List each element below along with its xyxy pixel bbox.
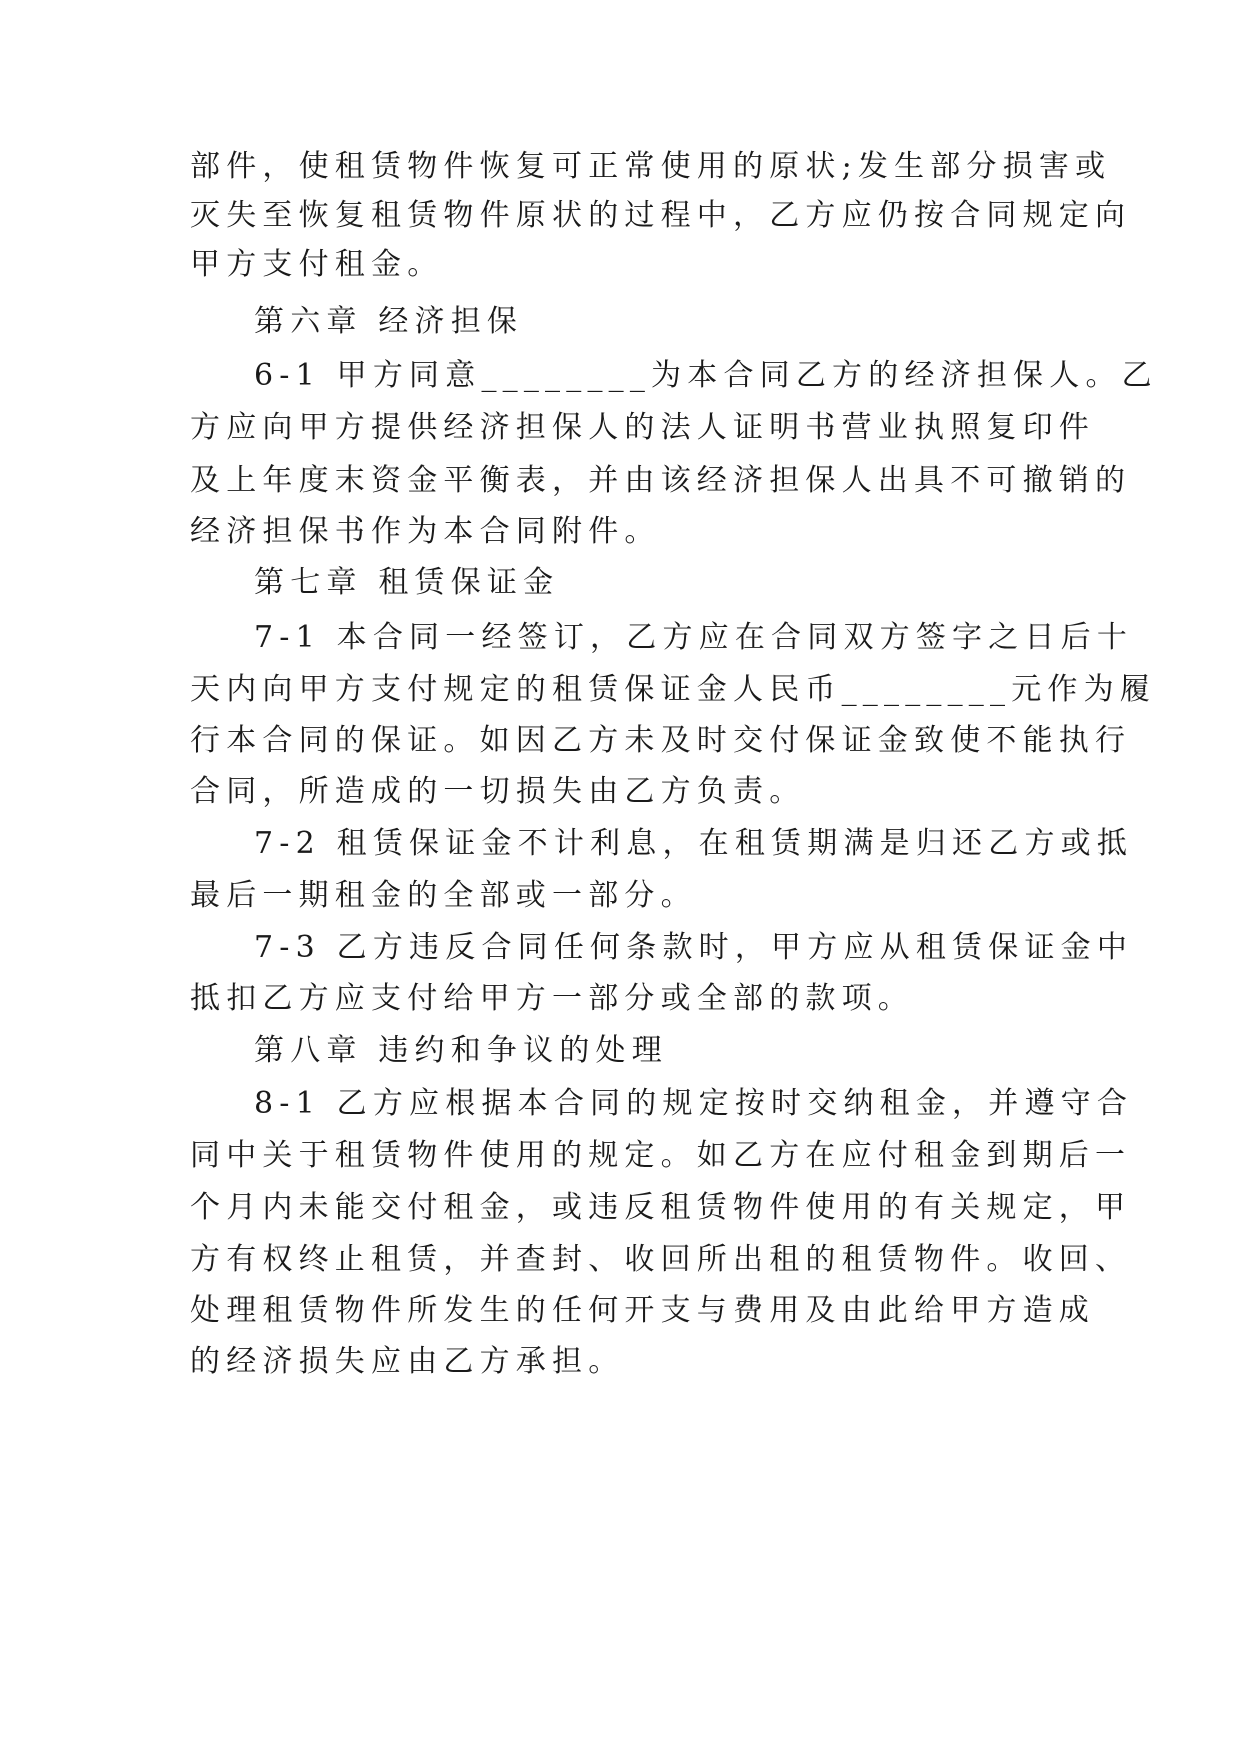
text-line: 行本合同的保证。如因乙方未及时交付保证金致使不能执行 <box>190 723 1132 758</box>
text-line: 同中关于租赁物件使用的规定。如乙方在应付租金到期后一 <box>190 1138 1132 1173</box>
text-line: 方应向甲方提供经济担保人的法人证明书营业执照复印件 <box>190 410 1095 445</box>
text-line: 7-2 租赁保证金不计利息，在租赁期满是归还乙方或抵 <box>254 826 1134 861</box>
text-line: 最后一期租金的全部或一部分。 <box>190 878 697 913</box>
chapter-heading: 第八章 违约和争议的处理 <box>254 1033 668 1068</box>
text-line: 经济担保书作为本合同附件。 <box>190 514 661 549</box>
text-line: 方有权终止租赁，并查封、收回所出租的租赁物件。收回、 <box>190 1242 1132 1277</box>
text-line: 及上年度末资金平衡表，并由该经济担保人出具不可撤销的 <box>190 463 1132 498</box>
text-line: 的经济损失应由乙方承担。 <box>190 1344 625 1379</box>
text-line: 部件，使租赁物件恢复可正常使用的原状;发生部分损害或 <box>190 149 1112 184</box>
text-line: 抵扣乙方应支付给甲方一部分或全部的款项。 <box>190 981 914 1016</box>
text-line: 灭失至恢复租赁物件原状的过程中，乙方应仍按合同规定向 <box>190 198 1132 233</box>
text-line: 合同，所造成的一切损失由乙方负责。 <box>190 774 806 809</box>
text-line: 7-1 本合同一经签订，乙方应在合同双方签字之日后十 <box>254 620 1134 655</box>
text-line: 7-3 乙方违反合同任何条款时，甲方应从租赁保证金中 <box>254 930 1134 965</box>
text-line: 甲方支付租金。 <box>190 247 444 282</box>
text-line: 6-1 甲方同意________为本合同乙方的经济担保人。乙 <box>254 358 1158 393</box>
chapter-heading: 第七章 租赁保证金 <box>254 565 560 600</box>
chapter-heading: 第六章 经济担保 <box>254 304 524 339</box>
text-line: 天内向甲方支付规定的租赁保证金人民币________元作为履 <box>190 672 1156 707</box>
text-line: 个月内未能交付租金，或违反租赁物件使用的有关规定，甲 <box>190 1190 1132 1225</box>
text-line: 处理租赁物件所发生的任何开支与费用及由此给甲方造成 <box>190 1293 1095 1328</box>
text-line: 8-1 乙方应根据本合同的规定按时交纳租金，并遵守合 <box>254 1086 1134 1121</box>
